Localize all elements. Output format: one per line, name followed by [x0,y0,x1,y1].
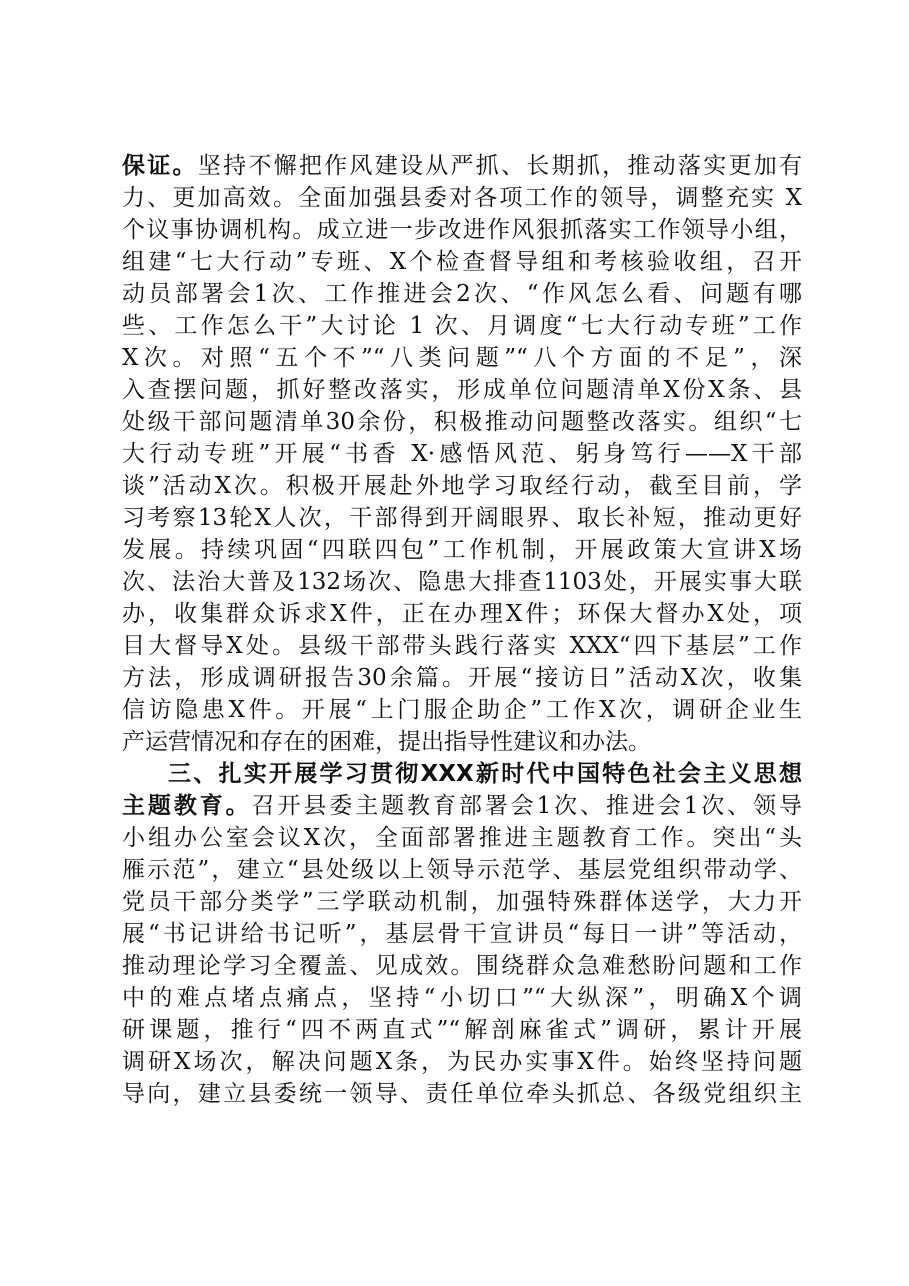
text-run: 坚持不懈把作风建设从严抓、长期抓，推动落实更加有 [197,153,803,179]
text-line: 次、法治大普及132场次、隐患大排查1103处，开展实事大联 [122,569,802,595]
section-heading: 三、扎实开展学习贯彻XXX新时代中国特色社会主义思想 [168,761,802,787]
lead-bold-text: 保证。 [122,153,198,179]
text-line: 党员干部分类学”三学联动机制，加强特殊群体送学，大力开 [122,889,802,915]
text-line: 谈”活动X次。积极开展赴外地学习取经行动，截至目前，学 [122,473,802,499]
text-line: 个议事协调机构。成立进一步改进作风狠抓落实工作领导小组， [122,217,802,243]
text-line: 组建“七大行动”专班、X个检查督导组和考核验收组，召开 [122,249,802,275]
text-line: 些、工作怎么干”大讨论 1 次、月调度“七大行动专班”工作 [122,313,802,339]
section-heading-continuation: 主题教育。 [122,793,252,819]
text-line: 处级干部问题清单30余份，积极推动问题整改落实。组织“七 [122,409,802,435]
text-line: 方法，形成调研报告30余篇。开展“接访日”活动X次，收集 [122,665,802,691]
text-line: 雁示范”，建立“县处级以上领导示范学、基层党组织带动学、 [122,857,802,883]
text-line: 导向，建立县委统一领导、责任单位牵头抓总、各级党组织主 [122,1081,802,1107]
text-line: 办，收集群众诉求X件，正在办理X件；环保大督办X处，项 [122,601,802,627]
text-line: 目大督导X处。县级干部带头践行落实 XXX“四下基层”工作 [122,633,802,659]
text-line: 信访隐患X件。开展“上门服企助企”工作X次，调研企业生 [122,697,802,723]
text-line [122,151,802,181]
text-line: 习考察13轮X人次，干部得到开阔眼界、取长补短，推动更好 [122,505,802,531]
text-line: 动员部署会1次、工作推进会2次、“作风怎么看、问题有哪 [122,281,802,307]
text-line: 研课题，推行“四不两直式”“解剖麻雀式”调研，累计开展 [122,1017,802,1043]
text-line: 小组办公室会议X次，全面部署推进主题教育工作。突出“头 [122,825,802,851]
text-line: 入查摆问题，抓好整改落实，形成单位问题清单X份X条、县 [122,377,802,403]
text-line: 中的难点堵点痛点，坚持“小切口”“大纵深”，明确X个调 [122,985,802,1011]
text-line: 调研X场次，解决问题X条，为民办实事X件。始终坚持问题 [122,1049,802,1075]
text-line: 发展。持续巩固“四联四包”工作机制，开展政策大宣讲X场 [122,537,802,563]
text-line: 大行动专班”开展“书香 X·感悟风范、躬身笃行——X干部 [122,441,802,467]
text-line: X次。对照“五个不”“八类问题”“八个方面的不足”，深 [122,345,802,371]
text-line: 推动理论学习全覆盖、见成效。围绕群众急难愁盼问题和工作 [122,953,802,979]
text-line: 力、更加高效。全面加强县委对各项工作的领导，调整充实 X [122,185,802,211]
text-line: 展“书记讲给书记听”，基层骨干宣讲员“每日一讲”等活动， [122,921,802,947]
text-run: 召开县委主题教育部署会1次、推进会1次、领导 [251,793,802,819]
text-line: 产运营情况和存在的困难，提出指导性建议和办法。 [122,729,651,755]
text-line [122,791,802,821]
